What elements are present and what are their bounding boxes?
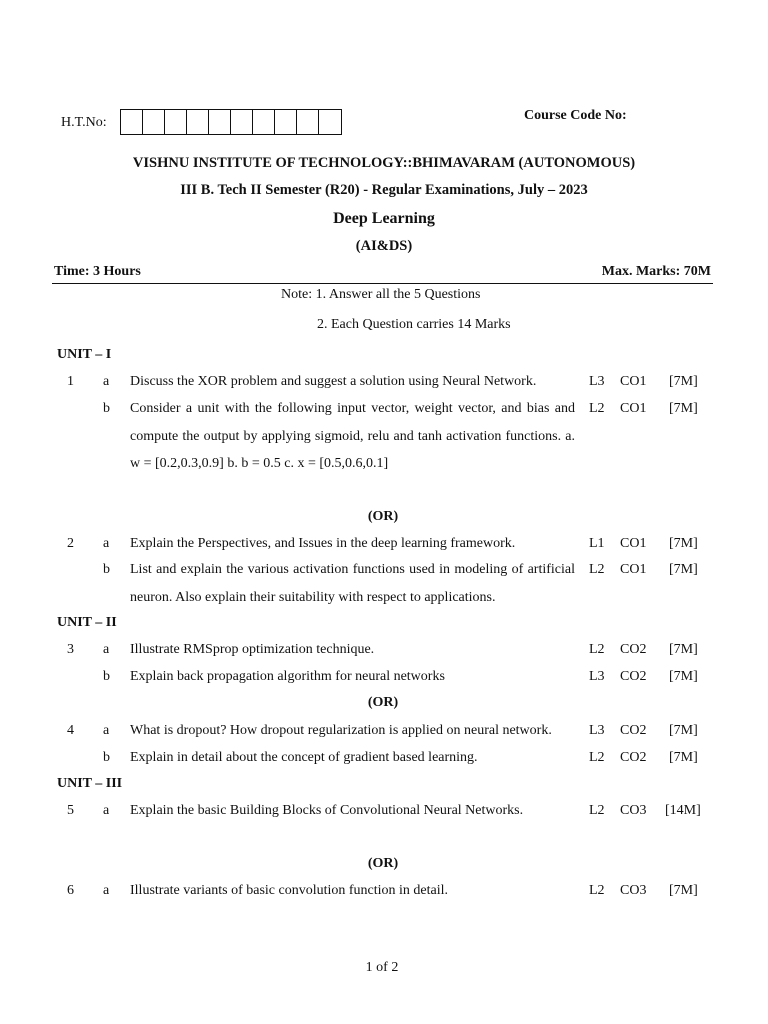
bloom-level: L2 xyxy=(589,803,605,818)
course-code-label: Course Code No: xyxy=(524,108,627,123)
question-text: Explain the basic Building Blocks of Convolutional Neural Networks. xyxy=(130,803,524,818)
course-outcome: CO1 xyxy=(620,374,647,389)
question-number: 4 xyxy=(67,723,74,738)
bloom-level: L3 xyxy=(589,669,605,684)
hall-ticket-box xyxy=(319,110,341,134)
subject-title: Deep Learning xyxy=(333,210,435,227)
question-number: 2 xyxy=(67,536,74,551)
branch: (AI&DS) xyxy=(355,238,413,254)
hall-ticket-box xyxy=(121,110,143,134)
question-part: b xyxy=(103,669,110,684)
hall-ticket-boxes xyxy=(120,109,342,135)
or-separator: (OR) xyxy=(367,856,399,871)
unit-heading: UNIT – II xyxy=(57,615,117,630)
question-text: List and explain the various activation functions used in modeling of artificial neuron. Also explain their suitability with respect to applications. xyxy=(130,562,575,605)
hall-ticket-box xyxy=(209,110,231,134)
question-marks: [7M] xyxy=(669,536,698,551)
question-part: a xyxy=(103,642,110,657)
hall-ticket-box xyxy=(231,110,253,134)
or-separator: (OR) xyxy=(367,695,399,710)
hall-ticket-box xyxy=(187,110,209,134)
question-marks: [7M] xyxy=(669,562,698,577)
question-text: Discuss the XOR problem and suggest a solution using Neural Network. xyxy=(130,374,537,389)
question-text: What is dropout? How dropout regularization is applied on neural network. xyxy=(130,723,552,738)
question-part: a xyxy=(103,723,110,738)
course-outcome: CO3 xyxy=(620,883,647,898)
question-number: 6 xyxy=(67,883,74,898)
question-marks: [7M] xyxy=(669,374,698,389)
page-number: 1 of 2 xyxy=(365,960,399,975)
bloom-level: L2 xyxy=(589,883,605,898)
question-part: b xyxy=(103,401,110,416)
header-divider xyxy=(52,283,713,284)
hall-ticket-box xyxy=(297,110,319,134)
course-outcome: CO3 xyxy=(620,803,647,818)
question-text: Illustrate RMSprop optimization technique. xyxy=(130,642,375,657)
bloom-level: L3 xyxy=(589,374,605,389)
question-text: Explain in detail about the concept of gradient based learning. xyxy=(130,750,478,765)
question-part: a xyxy=(103,374,110,389)
question-part: b xyxy=(103,562,110,577)
bloom-level: L3 xyxy=(589,723,605,738)
question-text: Consider a unit with the following input vector, weight vector, and bias and compute the output by applying sigmoid, relu and tanh activation functions. a. w = [0.2,0.3,0.9] b. b = 0.5 c. x = [0.5,0.6,0.1] xyxy=(130,401,575,471)
question-text: Illustrate variants of basic convolution function in detail. xyxy=(130,883,449,898)
question-marks: [14M] xyxy=(665,803,701,818)
bloom-level: L2 xyxy=(589,750,605,765)
institute-name: VISHNU INSTITUTE OF TECHNOLOGY::BHIMAVARAM (AUTONOMOUS) xyxy=(132,155,636,171)
exam-duration: Time: 3 Hours xyxy=(54,264,141,279)
question-number: 5 xyxy=(67,803,74,818)
course-outcome: CO1 xyxy=(620,401,647,416)
course-outcome: CO2 xyxy=(620,669,647,684)
hall-ticket-box xyxy=(143,110,165,134)
course-outcome: CO2 xyxy=(620,642,647,657)
hall-ticket-box xyxy=(253,110,275,134)
question-number: 1 xyxy=(67,374,74,389)
question-text: Explain the Perspectives, and Issues in the deep learning framework. xyxy=(130,536,516,551)
course-outcome: CO2 xyxy=(620,750,647,765)
or-separator: (OR) xyxy=(367,509,399,524)
question-marks: [7M] xyxy=(669,642,698,657)
question-number: 3 xyxy=(67,642,74,657)
question-text: Explain back propagation algorithm for neural networks xyxy=(130,669,445,684)
question-marks: [7M] xyxy=(669,669,698,684)
question-marks: [7M] xyxy=(669,723,698,738)
max-marks: Max. Marks: 70M xyxy=(601,264,711,279)
bloom-level: L2 xyxy=(589,401,605,416)
bloom-level: L2 xyxy=(589,642,605,657)
course-outcome: CO1 xyxy=(620,536,647,551)
question-part: a xyxy=(103,883,110,898)
question-part: b xyxy=(103,750,110,765)
unit-heading: UNIT – I xyxy=(57,347,112,362)
exam-semester: III B. Tech II Semester (R20) - Regular Examinations, July – 2023 xyxy=(180,182,588,198)
question-marks: [7M] xyxy=(669,750,698,765)
hall-ticket-box xyxy=(165,110,187,134)
hall-ticket-label: H.T.No: xyxy=(61,115,107,130)
question-marks: [7M] xyxy=(669,401,698,416)
bloom-level: L1 xyxy=(589,536,605,551)
bloom-level: L2 xyxy=(589,562,605,577)
question-marks: [7M] xyxy=(669,883,698,898)
course-outcome: CO1 xyxy=(620,562,647,577)
unit-heading: UNIT – III xyxy=(57,776,123,791)
question-part: a xyxy=(103,536,110,551)
course-outcome: CO2 xyxy=(620,723,647,738)
note-line-1: Note: 1. Answer all the 5 Questions xyxy=(281,287,481,302)
note-line-2: 2. Each Question carries 14 Marks xyxy=(317,317,511,332)
question-part: a xyxy=(103,803,110,818)
hall-ticket-box xyxy=(275,110,297,134)
